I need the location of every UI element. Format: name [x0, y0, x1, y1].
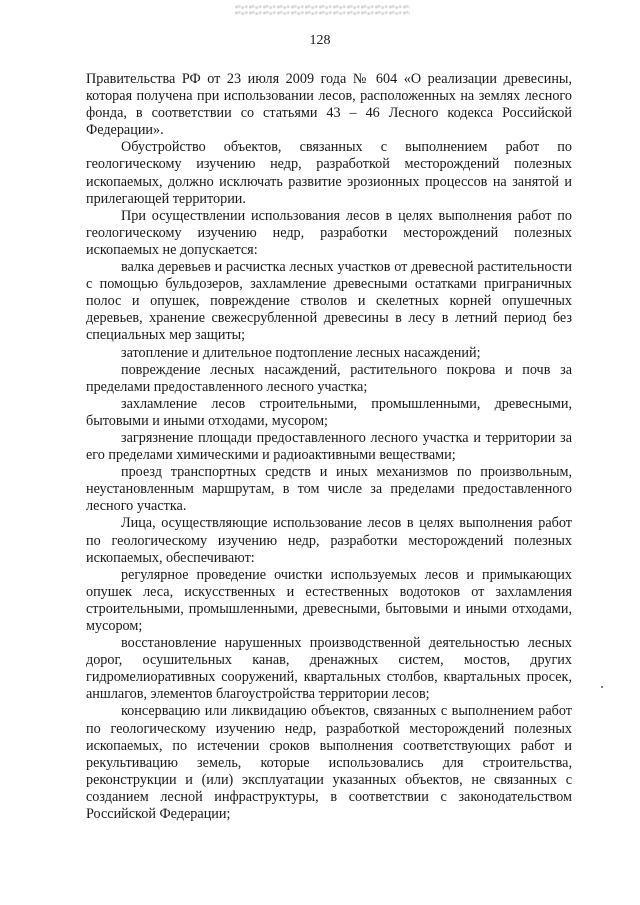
paragraph-obligations: Лица, осуществляющие использование лесов в целях выполнения работ по геологическому изучению недр, разработки месторождений полезных ископаемых, обеспечивают: — [86, 515, 572, 566]
list-item-flooding: затопление и длительное подтопление лесных насаждений; — [121, 344, 481, 361]
list-item-pollution: загрязнение площади предоставленного лесного участка и территории за его пределами химическими и радиоактивными веществами; — [86, 429, 572, 464]
document-body — [86, 71, 572, 823]
list-item-damage: повреждение лесных насаждений, растительного покрова и почв за пределами предоставленного лесного участка; — [86, 361, 572, 395]
list-item-restoration: восстановление нарушенных производственной деятельностью лесных дорог, осушительных канав, дренажных систем, мостов, других гидромелиоративных сооружений, квартальных столбов, квартальных просек, аншлагов, элементов благоустройства территории лесов; — [86, 635, 572, 703]
scan-artifact — [235, 4, 410, 16]
list-item-conservation: консервацию или ликвидацию объектов, связанных с выполнением работ по геологическому изучению недр, разработкой месторождений полезных ископаемых, по истечении сроков выполнения соответствующих работ и рекультивацию земель, которые использовались для строительства, реконструкции и (или) эксплуатации указанных объектов, не связанных с созданием лесной инфраструктуры, в соответствии с законодательством Российской Федерации; — [86, 703, 572, 823]
list-item-tree-felling: валка деревьев и расчистка лесных участков от древесной растительности с помощью бульдозеров, захламление древесными остатками приграничных полос и опушек, повреждение стволов и скелетных корней опушечных деревьев, хранение свежесрубленной древесины в лесу в летний период без специальных мер защиты; — [86, 259, 572, 344]
list-item-cleaning: регулярное проведение очистки используемых лесов и примыкающих опушек леса, искусственных и естественных водотоков от захламления строительными, промышленными, древесными, бытовыми и иными отходами, мусором; — [86, 566, 572, 634]
paragraph-3: При осуществлении использования лесов в целях выполнения работ по геологическому изучению недр, разработки месторождений полезных ископаемых не допускается: — [86, 207, 572, 258]
scan-dot — [601, 686, 603, 688]
paragraph-1: Правительства РФ от 23 июля 2009 года № 604 «О реализации древесины, которая получена при использовании лесов, расположенных на землях лесного фонда, в соответствии со статьями 43 – 46 Лесного кодекса Российской Федерации». — [86, 71, 572, 139]
list-item-littering: захламление лесов строительными, промышленными, древесными, бытовыми и иными отходами, мусором; — [86, 395, 572, 429]
list-item-vehicle-passage: проезд транспортных средств и иных механизмов по произвольным, неустановленным маршрутам, в том числе за пределами предоставленного лесного участка. — [86, 464, 572, 515]
paragraph-2: Обустройство объектов, связанных с выполнением работ по геологическому изучению недр, разработкой месторождений полезных ископаемых, должно исключать развитие эрозионных процессов на занятой и прилегающей территории. — [86, 139, 572, 207]
page-number: 128 — [309, 33, 331, 48]
